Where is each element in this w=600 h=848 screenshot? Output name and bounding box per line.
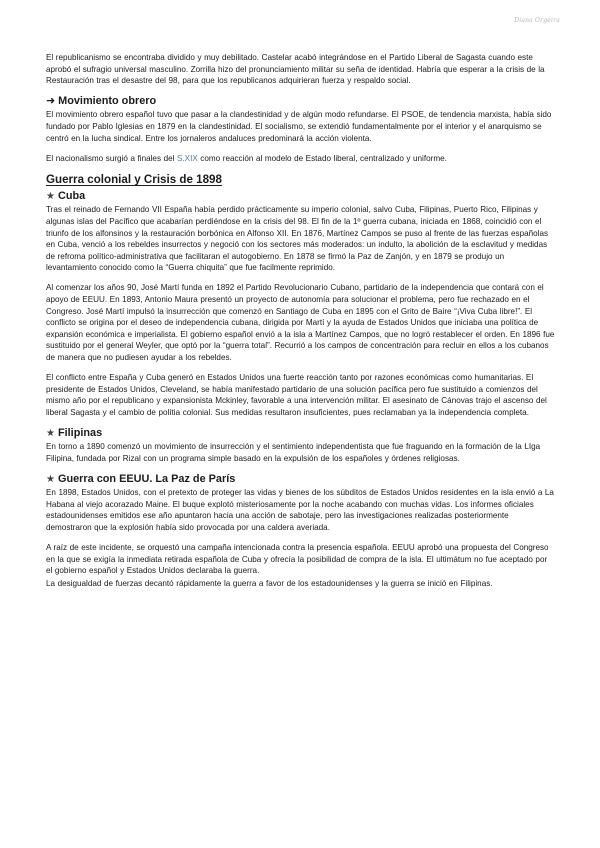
- heading-guerra-eeuu-text: Guerra con EEUU. La Paz de París: [57, 472, 236, 485]
- heading-cuba: [46, 190, 556, 203]
- author-name: Diana Orgeira: [514, 17, 560, 24]
- heading-movimiento-obrero-text: Movimiento obrero: [58, 95, 157, 108]
- heading-filipinas-text: Filipinas: [57, 427, 103, 440]
- star-icon: ★: [46, 191, 55, 203]
- paragraph-movimiento-obrero: El movimiento obrero español tuvo que pasar a la clandestinidad y de algún modo refundarse. El PSOE, de tendencia marxista, había sido fundado por Pablo Iglesias en 1879 en la clandestinidad. El socialismo, se extendió fundamentalmente por el interior y el anarquismo se centró en la lucha sindical. Entre los jornaleros andaluces predominará la acción violenta.: [46, 110, 552, 143]
- paragraph-nacionalismo: [46, 153, 556, 165]
- heading-guerra-eeuu: [46, 473, 556, 486]
- nacionalismo-text-start: El nacionalismo surgió a finales del: [46, 153, 177, 163]
- paragraph-guerra-3: La desigualdad de fuerzas decantó rápidamente la guerra a favor de los estadounidenses y la guerra se inició en Filipinas.: [46, 578, 493, 588]
- document-body: [46, 52, 556, 598]
- century-text: S.XIX: [176, 153, 198, 163]
- paragraph-cuba-2: Al comenzar los años 90, José Martí funda en 1892 el Partido Revolucionario Cubano, partidario de la independencia que contará con el apoyo de EEUU. En 1893, Antonio Maura presentó un proyecto de autonomía para solucionar el problema, pero fue rechazado en el Congreso. José Martí impulsó la insurrección que comenzó en Santiago de Cuba en 1895 con el Grito de Baire “¡Viva Cuba libre!”. El conflicto se origina por el deseo de independencia cubana, dirigida por Martí y la ayuda de Estados Unidos que iniciaba una política de expansión económica e imperialista. El gobierno español envió a la isla a Martínez Campos, que no logró restablecer el orden. En 1896 fue sustituido por el general Weyler, que optó por la “guerra total”. Recurrió a los campos de concentración para recluir en ellos a los cubanos de manera que no pudiesen ayudar a los rebeldes.: [46, 283, 555, 363]
- heading-filipinas: [46, 427, 556, 440]
- heading-cuba-text: Cuba: [57, 190, 86, 203]
- star-icon: ★: [46, 428, 55, 440]
- heading-movimiento-obrero: [46, 95, 556, 108]
- paragraph-guerra-1: En 1898, Estados Unidos, con el pretexto de proteger las vidas y bienes de los súbditos de Estados Unidos residentes en la isla envió a La Habana al viejo acorazado Maine. El buque explotó misteriosamente por la noche acabando con muchas vidas. Los informes oficiales estadounidenses emitidos ese año apuntaron hacia una acción de sabotaje, pero las investigaciones realizadas posteriormente demostraron que la explosión había sido provocada por una caldera averiada.: [46, 487, 554, 532]
- paragraph-filipinas: En torno a 1890 comenzó un movimiento de insurrección y el sentimiento independentista que fue fraguando en la formación de la LIga Filipina, fundada por Rizal con un programa simple basado en la expulsión de los españoles y órdenes religiosas.: [46, 442, 541, 463]
- nacionalismo-text-end: como reacción al modelo de Estado liberal, centralizado y uniforme.: [197, 153, 447, 163]
- star-icon: ★: [46, 473, 55, 485]
- arrow-right-icon: ➜: [46, 95, 56, 108]
- paragraph-republicanismo: El republicanismo se encontraba dividido y muy debilitado. Castelar acabó integrándose en el Partido Liberal de Sagasta cuando este aprobó el sufragio universal masculino. Zorrilla hizo del pronunciamiento militar su seña de identidad. Habría que esperar a la crisis de la Restauración tras el desastre del 98, para que los republicanos adquirieran fuerza y respaldo social.: [46, 53, 545, 86]
- paragraph-cuba-1: Tras el reinado de Fernando VII España había perdido prácticamente su imperio colonial, salvo Cuba, Filipinas, Puerto Rico, Filipinas y algunas islas del Pacífico que acabarían perdiéndose en la crisis del 98. El fin de la 1º guerra cubana, iniciada en 1868, coincidió con el triunfo de los alfonsinos y la restauración borbónica en Alfonso XII. En 1876, Martínez Campos se puso al frente de las fuerzas españolas en Cuba, venció a los rebeldes insurrectos y negoció con los sectores más moderados: un indulto, la abolición de la esclavitud y medidas de refroma político-administrativa que facilitaran el autogobierno. En 1878 se firmó la Paz de Zanjón, y en 1879 se produjo un levantamiento conocido como la “Guerra chiquita” que fue facilmente reprimido.: [46, 205, 549, 273]
- paragraph-guerra-2: A raíz de este incidente, se orquestó una campaña intencionada contra la presencia española. EEUU aprobó una propuesta del Congreso en la que se exigía la inmediata retirada española de Cuba y ofrecía la posibilidad de compra de la isla. El ultimátum no fue aceptado por el gobierno español y Estados Unidos declaraba la guerra.: [46, 542, 549, 576]
- paragraph-cuba-3: El conflicto entre España y Cuba generó en Estados Unidos una fuerte reacción tanto por razones económicas como humanitarias. El presidente de Estados Unidos, Cleveland, se había manifestado partidario de una solución pacífica pero fue sustituido a comienzos del mismo año por el republicano y expansionista Mckinley, favorable a una intervención militar. El asesinato de Cánovas trajo el ascenso del liberal Sagasta y el cambio de polítia colonial. Sus medidas resultaron insuficientes, pues reclamaban ya la independencia completa.: [46, 373, 547, 418]
- section-title-guerra-colonial: Guerra colonial y Crisis de 1898: [46, 172, 222, 186]
